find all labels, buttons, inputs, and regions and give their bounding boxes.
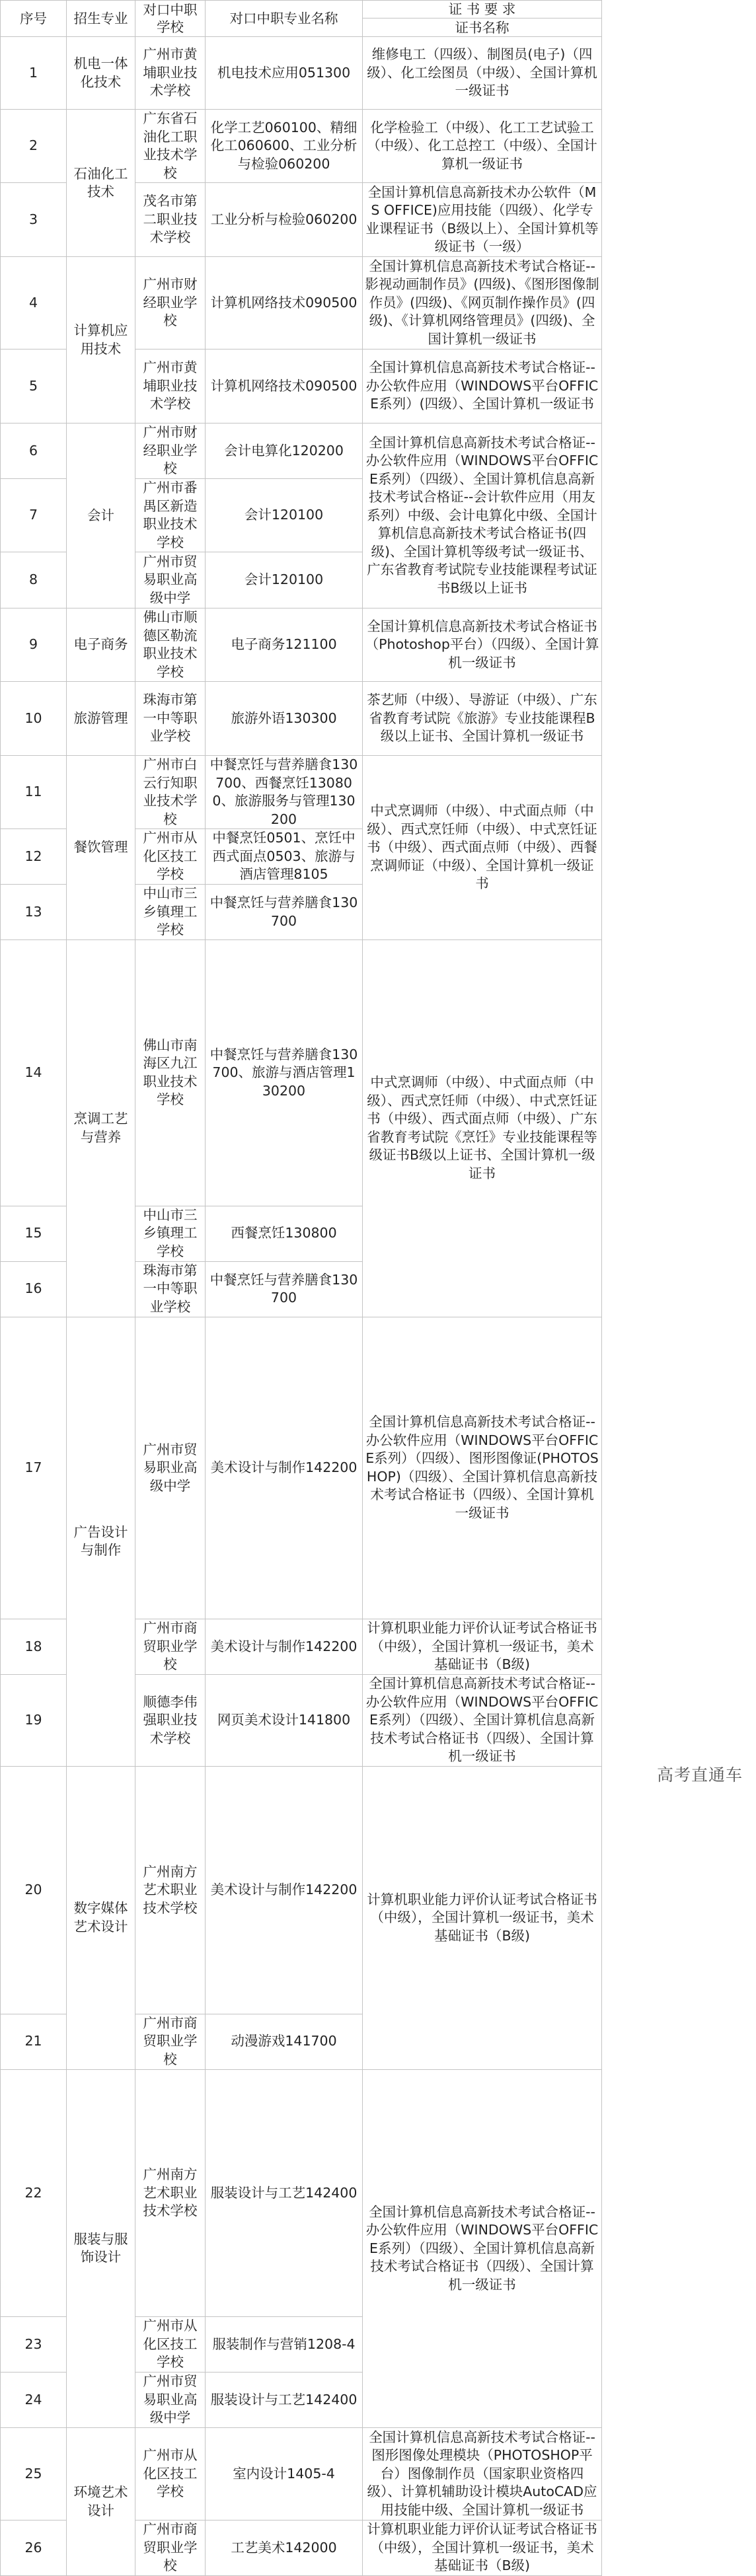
row-no: 24 <box>1 2373 67 2428</box>
school-major-cell: 中餐烹饪与营养膳食130700、西餐烹饪130800、旅游服务与管理130200 <box>206 756 363 829</box>
cert-cell: 计算机职业能力评价认证考试合格证书（中级），全国计算机一级证书，美术基础证书（B级) <box>363 1767 602 2070</box>
row-no: 19 <box>1 1675 67 1767</box>
major-cell: 会计 <box>67 423 135 608</box>
school-cell: 广州市商贸职业学校 <box>135 2521 206 2576</box>
school-major-cell: 美术设计与制作142200 <box>206 1317 363 1619</box>
row-no: 23 <box>1 2317 67 2373</box>
major-cell: 计算机应用技术 <box>67 257 135 423</box>
row-no: 6 <box>1 423 67 479</box>
school-major-cell: 计算机网络技术090500 <box>206 350 363 423</box>
header-school: 对口中职学校 <box>135 1 206 37</box>
school-major-cell: 美术设计与制作142200 <box>206 1767 363 2014</box>
school-major-cell: 中餐烹饪与营养膳食130700 <box>206 885 363 940</box>
school-major-cell: 机电技术应用051300 <box>206 37 363 110</box>
header-seq: 序号 <box>1 1 67 37</box>
school-cell: 广州市黄埔职业技术学校 <box>135 350 206 423</box>
school-cell: 广州市财经职业学校 <box>135 257 206 350</box>
row-no: 2 <box>1 110 67 183</box>
major-cell: 服装与服饰设计 <box>67 2069 135 2428</box>
major-cell: 环境艺术设计 <box>67 2428 135 2576</box>
school-major-cell: 计算机网络技术090500 <box>206 257 363 350</box>
school-cell: 顺德李伟强职业技术学校 <box>135 1675 206 1767</box>
major-cell: 旅游管理 <box>67 682 135 756</box>
school-major-cell: 会计120100 <box>206 552 363 608</box>
row-no: 1 <box>1 37 67 110</box>
school-cell: 广州市商贸职业学校 <box>135 2014 206 2069</box>
school-cell: 珠海市第一中等职业学校 <box>135 682 206 756</box>
school-major-cell: 西餐烹饪130800 <box>206 1206 363 1261</box>
row-no: 22 <box>1 2069 67 2317</box>
school-major-cell: 网页美术设计141800 <box>206 1675 363 1767</box>
header-school-major: 对口中职专业名称 <box>206 1 363 37</box>
school-cell: 广州市商贸职业学校 <box>135 1619 206 1675</box>
row-no: 25 <box>1 2428 67 2521</box>
school-cell: 广州南方艺术职业技术学校 <box>135 1767 206 2014</box>
school-cell: 广州市从化区技工学校 <box>135 2428 206 2521</box>
school-cell: 珠海市第一中等职业学校 <box>135 1261 206 1317</box>
row-no: 7 <box>1 479 67 552</box>
school-major-cell: 化学工艺060100、精细化工060600、工业分析与检验060200 <box>206 110 363 183</box>
school-major-cell: 服装设计与工艺142400 <box>206 2069 363 2317</box>
cert-cell: 中式烹调师（中级）、中式面点师（中级）、西式烹饪师（中级）、中式烹饪证书（中级）、西式面点师（中级）、西餐烹调师证（中级）、全国计算机一级证书 <box>363 756 602 940</box>
row-no: 5 <box>1 350 67 423</box>
school-cell: 广州市贸易职业高级中学 <box>135 2373 206 2428</box>
school-major-cell: 会计120100 <box>206 479 363 552</box>
major-cell: 餐饮管理 <box>67 756 135 940</box>
row-no: 17 <box>1 1317 67 1619</box>
major-cell: 数字媒体艺术设计 <box>67 1767 135 2070</box>
school-major-cell: 服装制作与营销1208-4 <box>206 2317 363 2373</box>
cert-cell: 计算机职业能力评价认证考试合格证书（中级），全国计算机一级证书，美术基础证书（B级) <box>363 2521 602 2576</box>
cert-cell: 全国计算机信息高新技术考试合格证--办公软件应用（WINDOWS平台OFFICE系列）（四级）、全国计算机信息高新技术考试合格证书（四级）、全国计算机一级证书 <box>363 1675 602 1767</box>
row-no: 8 <box>1 552 67 608</box>
row-no: 11 <box>1 756 67 829</box>
cert-cell: 茶艺师（中级）、导游证（中级）、广东省教育考试院《旅游》专业技能课程B级以上证书、全国计算机一级证书 <box>363 682 602 756</box>
cert-cell: 化学检验工（中级）、化工工艺试验工（中级）、化工总控工（中级）、全国计算机一级证书 <box>363 110 602 183</box>
cert-cell: 中式烹调师（中级）、中式面点师（中级）、西式烹饪师（中级）、中式烹饪证书（中级）、西式面点师（中级）、广东省教育考试院《烹饪》专业技能课程等级证书B级以上证书、全国计算机一级证书 <box>363 940 602 1317</box>
school-cell: 广州市白云行知职业技术学校 <box>135 756 206 829</box>
school-cell: 广州市黄埔职业技术学校 <box>135 37 206 110</box>
row-no: 14 <box>1 940 67 1206</box>
cert-cell: 全国计算机信息高新技术考试合格证--办公软件应用（WINDOWS平台OFFICE系列）(四级）、全国计算机一级证书 <box>363 350 602 423</box>
school-cell: 茂名市第二职业技术学校 <box>135 183 206 257</box>
row-no: 26 <box>1 2521 67 2576</box>
school-major-cell: 中餐烹饪0501、烹饪中西式面点0503、旅游与酒店管理8105 <box>206 829 363 885</box>
major-cell: 烹调工艺与营养 <box>67 940 135 1317</box>
row-no: 9 <box>1 608 67 682</box>
school-cell: 广州市从化区技工学校 <box>135 2317 206 2373</box>
school-major-cell: 会计电算化120200 <box>206 423 363 479</box>
cert-cell: 维修电工（四级）、制图员(电子)（四级）、化工绘图员（中级）、全国计算机一级证书 <box>363 37 602 110</box>
cert-cell: 全国计算机信息高新技术考试合格证--办公软件应用（WINDOWS平台OFFICE系列）（四级）、全国计算机信息高新技术考试合格证书（四级）、全国计算机一级证书 <box>363 2069 602 2428</box>
school-cell: 广州南方艺术职业技术学校 <box>135 2069 206 2317</box>
school-major-cell: 旅游外语130300 <box>206 682 363 756</box>
school-cell: 广州市番禺区新造职业技术学校 <box>135 479 206 552</box>
major-cell: 机电一体化技术 <box>67 37 135 110</box>
row-no: 15 <box>1 1206 67 1261</box>
header-major: 招生专业 <box>67 1 135 37</box>
school-major-cell: 服装设计与工艺142400 <box>206 2373 363 2428</box>
row-no: 12 <box>1 829 67 885</box>
school-major-cell: 电子商务121100 <box>206 608 363 682</box>
row-no: 18 <box>1 1619 67 1675</box>
school-cell: 广州市财经职业学校 <box>135 423 206 479</box>
school-cell: 广东省石油化工职业技术学校 <box>135 110 206 183</box>
header-cert-name: 证书名称 <box>363 18 602 37</box>
row-no: 16 <box>1 1261 67 1317</box>
school-cell: 广州市贸易职业高级中学 <box>135 552 206 608</box>
school-major-cell: 中餐烹饪与营养膳食130700、旅游与酒店管理130200 <box>206 940 363 1206</box>
school-major-cell: 工业分析与检验060200 <box>206 183 363 257</box>
cert-cell: 全国计算机信息高新技术考试合格证--影视动画制作员》(四级)、《图形图像制作员》(四级)、《网页制作操作员》(四级)、《计算机网络管理员》(四级)、全国计算机一级证书 <box>363 257 602 350</box>
cert-cell: 全国计算机信息高新技术考试合格证--图形图像处理模块（PHOTOSHOP平台）图像制作员（国家职业资格四级）、计算机辅助设计模块AutoCAD应用技能中级、全国计算机一级证书 <box>363 2428 602 2521</box>
major-cell: 电子商务 <box>67 608 135 682</box>
header-cert-req: 证 书 要 求 <box>363 1 602 18</box>
cert-cell: 全国计算机信息高新技术考试合格证书（Photoshop平台）（四级）、全国计算机一级证书 <box>363 608 602 682</box>
cert-cell: 全国计算机信息高新技术考试合格证--办公软件应用（WINDOWS平台OFFICE系列）（四级）、图形图像证(PHOTOSHOP)（四级）、全国计算机信息高新技术考试合格证书（四级）、全国计算机一级证书 <box>363 1317 602 1619</box>
row-no: 3 <box>1 183 67 257</box>
school-major-cell: 工艺美术142000 <box>206 2521 363 2576</box>
row-no: 20 <box>1 1767 67 2014</box>
school-major-cell: 中餐烹饪与营养膳食130700 <box>206 1261 363 1317</box>
school-major-cell: 动漫游戏141700 <box>206 2014 363 2069</box>
watermark: 高考直通车 <box>656 1765 743 1785</box>
school-cell: 中山市三乡镇理工学校 <box>135 1206 206 1261</box>
major-cell: 石油化工技术 <box>67 110 135 257</box>
school-cell: 广州市从化区技工学校 <box>135 829 206 885</box>
school-cell: 佛山市南海区九江职业技术学校 <box>135 940 206 1206</box>
row-no: 10 <box>1 682 67 756</box>
school-cell: 广州市贸易职业高级中学 <box>135 1317 206 1619</box>
school-major-cell: 室内设计1405-4 <box>206 2428 363 2521</box>
row-no: 21 <box>1 2014 67 2069</box>
cert-cell: 计算机职业能力评价认证考试合格证书（中级），全国计算机一级证书，美术基础证书（B级) <box>363 1619 602 1675</box>
major-cell: 广告设计与制作 <box>67 1317 135 1767</box>
row-no: 4 <box>1 257 67 350</box>
school-cell: 中山市三乡镇理工学校 <box>135 885 206 940</box>
row-no: 13 <box>1 885 67 940</box>
school-cell: 佛山市顺德区勒流职业技术学校 <box>135 608 206 682</box>
school-major-cell: 美术设计与制作142200 <box>206 1619 363 1675</box>
cert-cell: 全国计算机信息高新技术考试合格证--办公软件应用（WINDOWS平台OFFICE系列）（四级）、全国计算机信息高新技术考试合格证--会计软件应用（用友系列）中级、会计电算化中级、全国计算机信息高新技术考试合格证书(四级)、全国计算机等级考试一级证书、广东省教育考试院专业技能课程考试证书B级以上证书 <box>363 423 602 608</box>
cert-cell: 全国计算机信息高新技术办公软件（MS OFFICE)应用技能（四级）、化学专业课程证书（B级以上）、全国计算机等级证书（一级） <box>363 183 602 257</box>
